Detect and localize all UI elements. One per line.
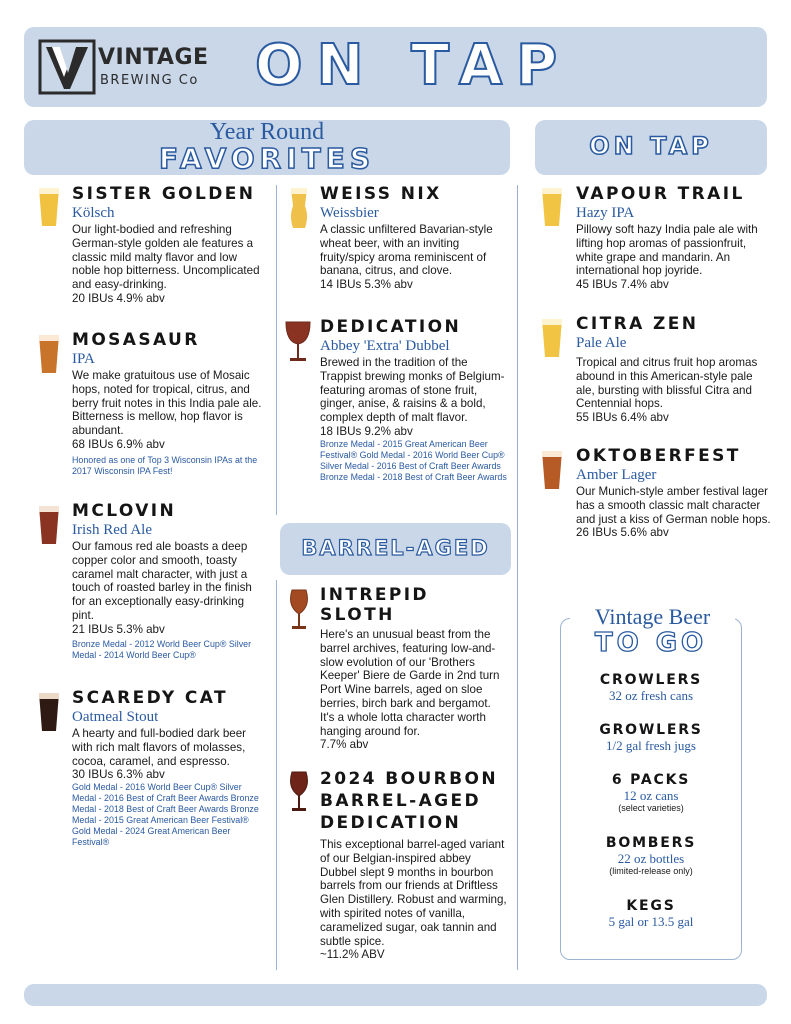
beer-description: Our Munich-style amber festival lager has a smooth classic malt character and just a kiss of German noble hops. [576,485,771,526]
beer-name: INTREPID SLOTH [320,585,429,625]
brand-subname: BREWING Co [100,73,199,88]
beer-name: DEDICATION [320,317,462,337]
barrel-title: BARREL-AGED [301,536,490,560]
beer-style: Pale Ale [576,335,627,351]
beer-description: We make gratuitous use of Mosaic hops, noted for tropical, citrus, and berry fruit notes in this India pale ale. Bitterness is mellow, hop flavor is abundant. [72,369,262,438]
pint-glass-golden-icon [38,186,60,228]
beer-scaredy-cat [72,688,267,848]
togo-growlers [551,722,751,753]
brand-logo [38,37,213,97]
beer-style: Kölsch [72,205,115,221]
beer-weiss-nix [320,184,508,292]
pint-glass-pale-icon [541,317,563,359]
pint-glass-hazy-icon [541,186,563,228]
togo-6-packs [551,772,751,814]
beer-name: MCLOVIN [72,501,177,521]
togo-crowlers [551,672,751,703]
togo-size: 5 gal or 13.5 gal [608,914,694,929]
beer-intrepid-sloth [320,585,502,752]
togo-size: 12 oz cans [623,788,679,803]
beer-bourbon-dedication [320,768,508,962]
page-title: ON TAP [255,33,572,98]
beer-name: SISTER GOLDEN [72,184,256,204]
goblet-glass-icon [284,320,312,364]
beer-stats: ~11.2% ABV [320,948,385,962]
v-logo-icon [38,39,96,95]
beer-style: Weissbier [320,205,379,221]
column-divider-right [517,185,518,970]
togo-note: (limited-release only) [609,866,693,876]
beer-style: Abbey 'Extra' Dubbel [320,338,450,354]
beer-description: A hearty and full-bodied dark beer with rich malt flavors of molasses, cocoa, caramel, and espresso. [72,727,247,768]
beer-award: Bronze Medal - 2015 Great American Beer Festival® Gold Medal - 2016 World Beer Cup® Silver Medal - 2016 Best of Craft Beer Awards Bronze Medal - 2018 Best of Craft Beer Awards [320,438,507,482]
beer-description: Our famous red ale boasts a deep copper color and smooth, toasty caramel malt character, with just a touch of roasted barley in the finish for an exceptionally easy-drinking pint. [72,540,252,622]
favorites-title: FAVORITES [158,142,376,175]
footer-band [24,984,767,1006]
beer-description: Here's an unusual beast from the barrel archives, featuring low-and-slow evolution of our 'Brothers Keeper' Biere de Garde in 2nd turn Port Wine barrels, aged on sloe berries, birch bark and bergamot. It's a whole lotta character worth hanging around for. [320,628,500,738]
beer-description: This exceptional barrel-aged variant of our Belgian-inspired abbey Dubbel slept 9 months in bourbon barrels from our friends at Driftless Glen Distillery. Robust and warming, with spirited notes of vanilla, caramelized sugar, oak tannin and subtle spice. [320,838,507,948]
beer-description: Tropical and citrus fruit hop aromas abound in this American-style pale ale, bursting with blissful Citra and Centennial hops. [576,356,758,411]
togo-size: 1/2 gal fresh jugs [606,738,696,753]
beer-vapour-trail [576,184,772,292]
beer-mosasaur [72,330,267,477]
beer-stats: 45 IBUs 7.4% abv [576,278,669,292]
togo-name: KEGS [626,898,676,914]
beer-stats: 7.7% abv [320,738,369,752]
togo-size: 22 oz bottles [617,851,685,866]
beer-award: Gold Medal - 2016 World Beer Cup® Silver Medal - 2016 Best of Craft Beer Awards Bronze Medal - 2018 Best of Craft Beer Awards Bronze Medal - 2015 Great American Beer Festival® Gold Medal - 2024 Great American Beer Festival® [72,782,259,848]
togo-kegs [551,898,751,929]
beer-award: Honored as one of Top 3 Wisconsin IPAs at the 2017 Wisconsin IPA Fest! [72,454,258,476]
togo-title: TO GO [594,628,708,658]
pint-glass-dark-icon [38,691,60,733]
pint-glass-amber-lager-icon [541,449,563,491]
beer-name: WEISS NIX [320,184,442,204]
beer-sister-golden [72,184,267,306]
beer-name: OKTOBERFEST [576,446,741,466]
beer-style: Hazy IPA [576,205,635,221]
beer-stats: 20 IBUs 4.9% abv [72,291,165,305]
beer-name: SCAREDY CAT [72,688,228,708]
beer-stats: 14 IBUs 5.3% abv [320,278,413,292]
beer-description: Pillowy soft hazy India pale ale with lifting hop aromas of passionfruit, white grape and mandarin. An international hop joyride. [576,223,758,278]
weizen-glass-icon [288,186,310,230]
beer-stats: 55 IBUs 6.4% abv [576,411,669,425]
beer-stats: 68 IBUs 6.9% abv [72,437,165,451]
beer-name: CITRA ZEN [576,314,699,334]
beer-stats: 21 IBUs 5.3% abv [72,622,165,636]
togo-name: 6 PACKS [611,772,691,788]
beer-style: Oatmeal Stout [72,709,159,725]
togo-name: CROWLERS [599,672,703,688]
beer-name: MOSASAUR [72,330,200,350]
togo-name: GROWLERS [599,722,703,738]
beer-dedication [320,317,510,483]
beer-award: Bronze Medal - 2012 World Beer Cup® Silver Medal - 2014 World Beer Cup® [72,638,252,660]
beer-description: Our light-bodied and refreshing German-style golden ale features a classic mild malty flavor and low noble hop bitterness. Uncomplicated and easy-drinking. [72,223,260,292]
beer-description: A classic unfiltered Bavarian-style wheat beer, with an inviting fruity/spicy aroma reminiscent of banana, citrus, and clove. [320,223,493,278]
column-divider-left [276,185,277,515]
beer-stats: 26 IBUs 5.6% abv [576,526,669,540]
favorites-script: Year Round [209,119,325,145]
beer-oktoberfest [576,446,772,540]
snifter-glass-icon [287,588,311,632]
beer-description: Brewed in the tradition of the Trappist brewing monks of Belgium- featuring aromas of stone fruit, ginger, anise, & raisins & a bold, complex depth of malt flavor. [320,356,505,425]
beer-mclovin [72,501,267,661]
column-divider-barrel [276,580,277,970]
beer-style: Irish Red Ale [72,522,152,538]
brand-name: VINTAGE [98,45,209,70]
pint-glass-red-icon [38,504,60,546]
beer-name: VAPOUR TRAIL [576,184,745,204]
beer-name: 2024 BOURBON BARREL-AGED DEDICATION [320,769,498,833]
beer-citra-zen [576,314,772,425]
togo-note: (select varieties) [618,803,684,813]
beer-style: Amber Lager [576,467,657,483]
pint-glass-amber-icon [38,333,60,375]
beer-style: IPA [72,351,95,367]
beer-stats: 18 IBUs 9.2% abv [320,424,413,438]
togo-bombers [551,835,751,877]
togo-name: BOMBERS [605,835,697,851]
beer-stats: 30 IBUs 6.3% abv [72,768,165,782]
togo-script: Vintage Beer [570,604,735,630]
ontap-title: ON TAP [589,132,713,160]
snifter-glass-dark-icon [287,770,311,814]
togo-size: 32 oz fresh cans [608,688,694,703]
